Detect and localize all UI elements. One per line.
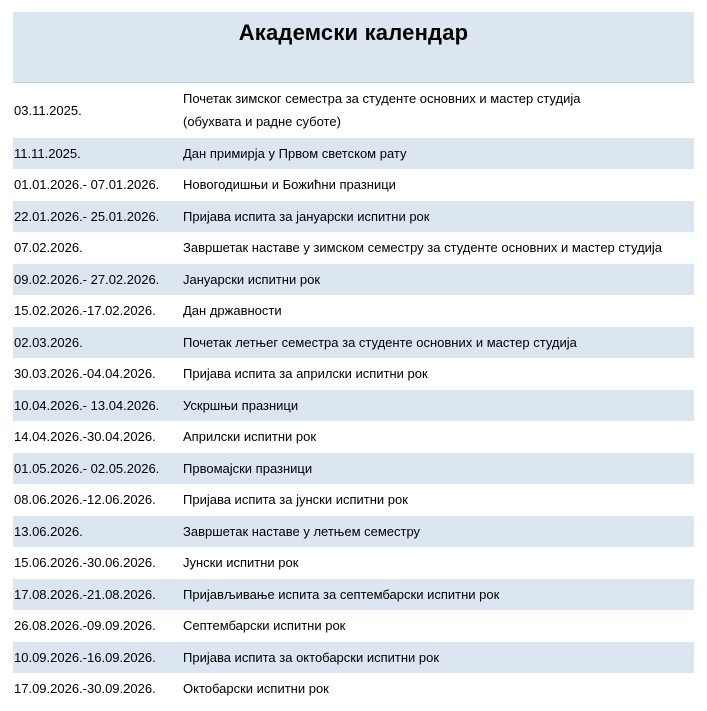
row-event: Новогодишњи и Божићни празници [183, 177, 396, 193]
table-row [13, 327, 694, 359]
row-date: 01.05.2026.- 02.05.2026. [14, 460, 160, 476]
row-event: Ускршњи празници [183, 397, 299, 413]
table-row [13, 264, 694, 296]
row-event: Првомајски празници [183, 460, 313, 476]
table-row [13, 296, 694, 328]
table-row [13, 390, 694, 422]
table-row [13, 579, 694, 611]
row-event: Пријава испита за октобарски испитни рок [183, 649, 440, 665]
table-row [13, 170, 694, 202]
row-event: Дан државности [183, 303, 282, 319]
row-event: Завршетак наставе у летњем семестру [183, 523, 421, 539]
table-row [13, 83, 694, 138]
row-event: Завршетак наставе у зимском семестру за студенте основних и мастер студија [183, 240, 663, 256]
row-date: 01.01.2026.- 07.01.2026. [14, 177, 160, 193]
table-row [13, 674, 694, 706]
row-event-line2: (обухвата и радне суботе) [183, 114, 341, 129]
row-date: 26.08.2026.-09.09.2026. [14, 618, 156, 634]
row-date: 14.04.2026.-30.04.2026. [14, 429, 156, 445]
row-date: 13.06.2026. [14, 523, 83, 539]
row-event [183, 87, 694, 133]
row-event: Пријава испита за јунски испитни рок [183, 492, 408, 508]
row-date: 11.11.2025. [14, 145, 81, 161]
row-date: 15.02.2026.-17.02.2026. [14, 303, 156, 319]
academic-calendar [13, 12, 694, 705]
table-row [13, 485, 694, 517]
table-row [13, 516, 694, 548]
row-date: 08.06.2026.-12.06.2026. [14, 492, 156, 508]
row-event: Почетак летњег семестра за студенте основних и мастер студија [183, 334, 577, 350]
calendar-header [13, 12, 694, 83]
row-date: 09.02.2026.- 27.02.2026. [14, 271, 160, 287]
row-date: 03.11.2025. [14, 102, 82, 118]
table-row [13, 359, 694, 391]
row-event-line1: Почетак зимског семестра за студенте основних и мастер студија [183, 91, 581, 106]
page-title: Академски календар [238, 20, 469, 45]
row-date: 02.03.2026. [14, 334, 83, 350]
row-event: Пријава испита за априлски испитни рок [183, 366, 428, 382]
table-row [13, 422, 694, 454]
row-date: 22.01.2026.- 25.01.2026. [14, 208, 160, 224]
row-date: 17.08.2026.-21.08.2026. [14, 586, 156, 602]
row-event: Пријава испита за јануарски испитни рок [183, 208, 430, 224]
row-event: Априлски испитни рок [183, 429, 317, 445]
row-date: 17.09.2026.-30.09.2026. [14, 681, 156, 697]
table-row [13, 611, 694, 643]
table-row [13, 453, 694, 485]
row-event: Октобарски испитни рок [183, 681, 329, 697]
row-event: Септембарски испитни рок [183, 618, 346, 634]
row-date: 10.09.2026.-16.09.2026. [14, 649, 156, 665]
row-event: Јунски испитни рок [183, 555, 299, 571]
table-row [13, 233, 694, 265]
row-date: 30.03.2026.-04.04.2026. [14, 366, 156, 382]
row-event: Јануарски испитни рок [183, 271, 321, 287]
table-row [13, 642, 694, 674]
table-row [13, 138, 694, 170]
row-event: Пријављивање испита за септембарски испитни рок [183, 586, 500, 602]
table-row [13, 548, 694, 580]
row-date: 10.04.2026.- 13.04.2026. [14, 397, 160, 413]
row-date: 07.02.2026. [14, 240, 83, 256]
table-row [13, 201, 694, 233]
row-event: Дан примирја у Првом светском рату [183, 145, 407, 161]
row-date: 15.06.2026.-30.06.2026. [14, 555, 156, 571]
